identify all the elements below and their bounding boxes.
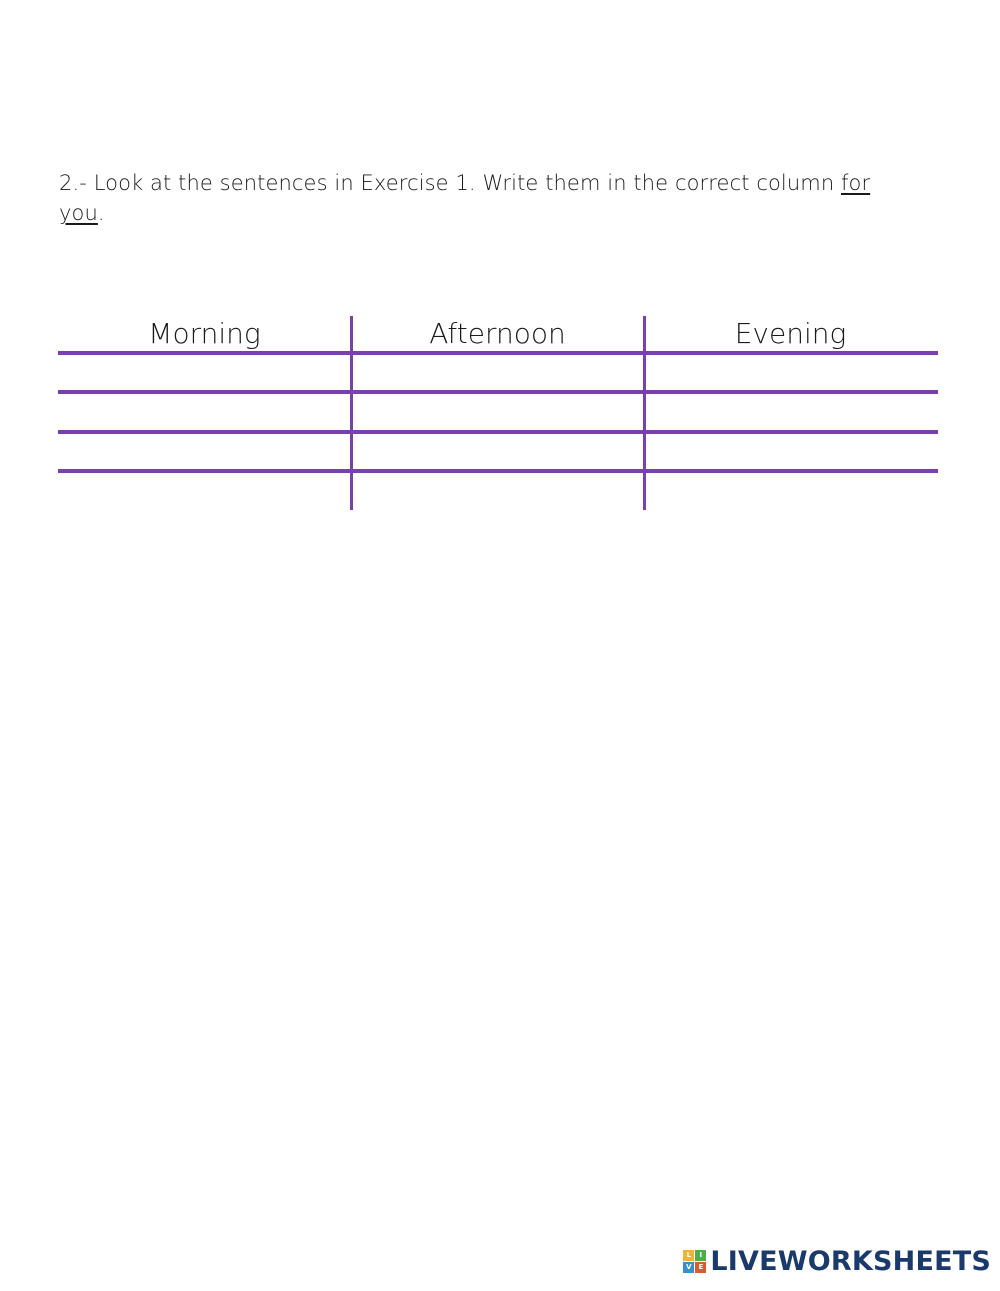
instruction-suffix: . <box>97 201 105 225</box>
answer-table <box>58 316 938 512</box>
instruction-text: 2.- Look at the sentences in Exercise 1. Write them in the correct column <box>59 171 841 195</box>
column-divider <box>350 316 353 510</box>
logo-block: L <box>683 1250 694 1261</box>
row-rule <box>58 430 938 434</box>
header-rule <box>58 351 938 355</box>
logo-block: I <box>695 1250 706 1261</box>
logo-block: V <box>683 1262 694 1273</box>
logo-mark <box>683 1250 706 1273</box>
logo-block: E <box>695 1262 706 1273</box>
liveworksheets-logo <box>683 1246 991 1277</box>
row-rule <box>58 469 938 473</box>
column-header-afternoon: Afternoon <box>429 317 566 350</box>
column-header-evening: Evening <box>734 317 847 350</box>
row-rule <box>58 390 938 394</box>
column-header-morning: Morning <box>148 317 261 350</box>
logo-text: LIVEWORKSHEETS <box>710 1246 991 1277</box>
exercise-instruction <box>59 168 919 228</box>
column-divider <box>643 316 646 510</box>
instruction-underlined: for you <box>59 171 871 225</box>
